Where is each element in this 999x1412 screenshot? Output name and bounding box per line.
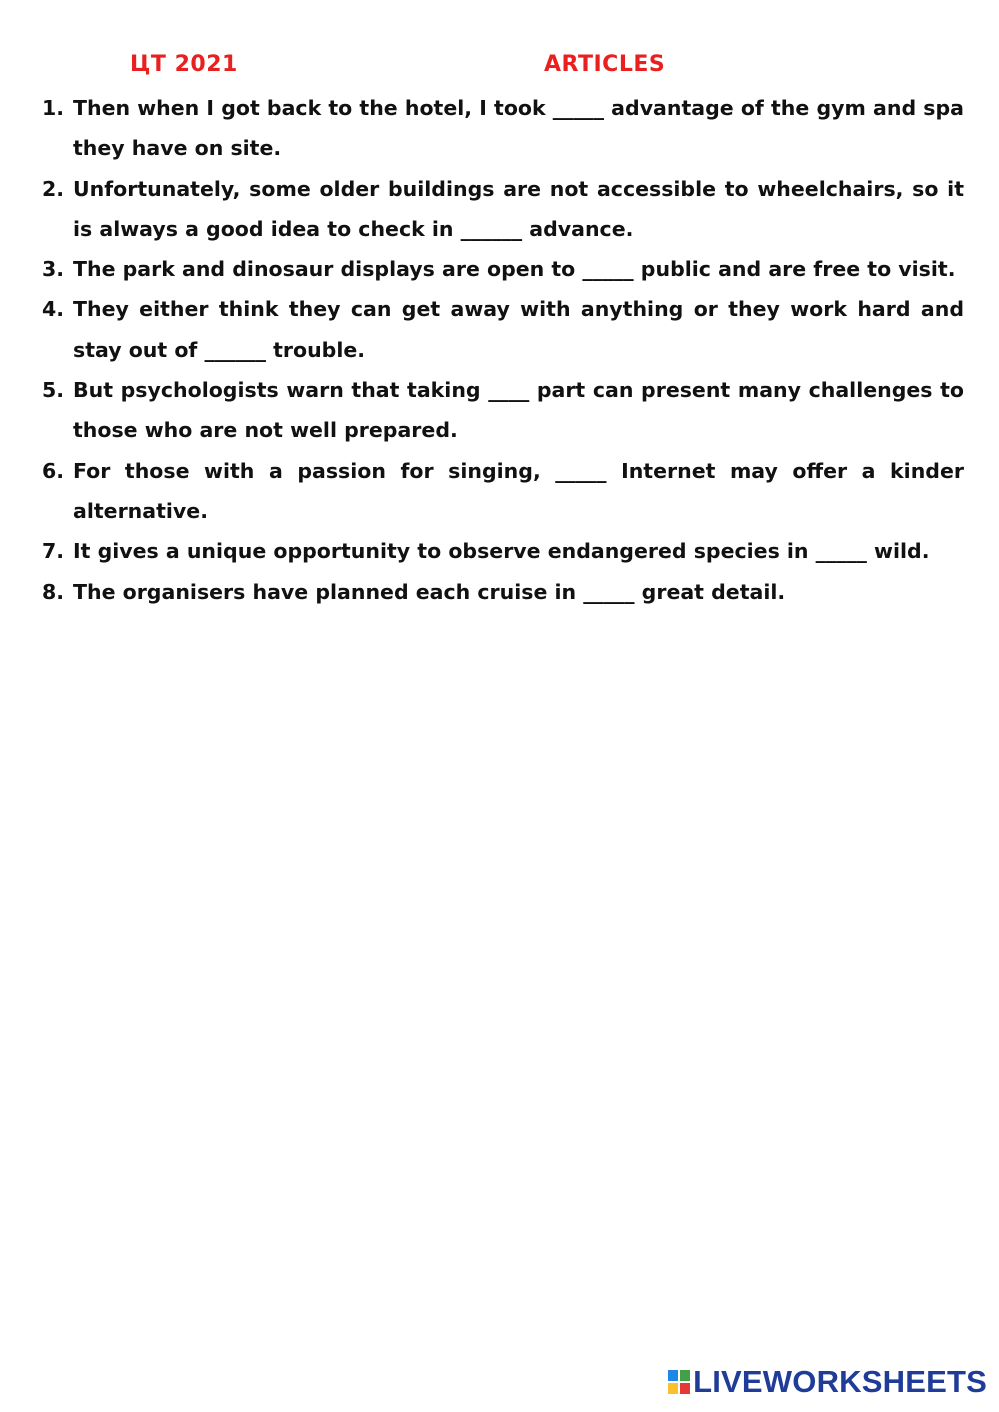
question-number: 3. [42,257,65,282]
question-text: Unfortunately, some older buildings are not accessible to wheelchairs, so it is always a good idea to check in ______ advance. [73,176,964,241]
question-number: 4. [42,297,65,322]
question-text: Then when I got back to the hotel, I took _____ advantage of the gym and spa they have on site. [73,96,964,161]
question-item [40,572,964,612]
brand-name: LIVEWORKSHEETS [693,1364,987,1399]
page-title: ARTICLES [544,52,666,77]
question-number: 6. [42,458,65,483]
question-text: The park and dinosaur displays are open to _____ public and are free to visit. [73,257,956,282]
question-item [40,289,964,370]
question-text: They either think they can get away with anything or they work hard and stay out of ______ trouble. [73,297,964,362]
question-item [40,370,964,451]
question-item [40,88,964,169]
question-number: 2. [42,176,65,201]
question-number: 7. [42,539,65,564]
question-text: For those with a passion for singing, _____ Internet may offer a kinder alternative. [73,458,964,523]
question-text: The organisers have planned each cruise in _____ great detail. [73,579,786,604]
question-number: 8. [42,579,65,604]
question-text: But psychologists warn that taking ____ part can present many challenges to those who are not well prepared. [73,378,964,443]
header-exam-label: ЦТ 2021 [130,52,238,77]
question-number: 5. [42,378,65,403]
question-text: It gives a unique opportunity to observe endangered species in _____ wild. [73,539,930,564]
liveworksheets-logo-icon [668,1370,690,1394]
question-list [40,88,964,612]
liveworksheets-brand [668,1364,987,1400]
question-item [40,531,964,571]
question-item [40,169,964,250]
question-item [40,451,964,532]
question-number: 1. [42,96,65,120]
question-item [40,249,964,289]
